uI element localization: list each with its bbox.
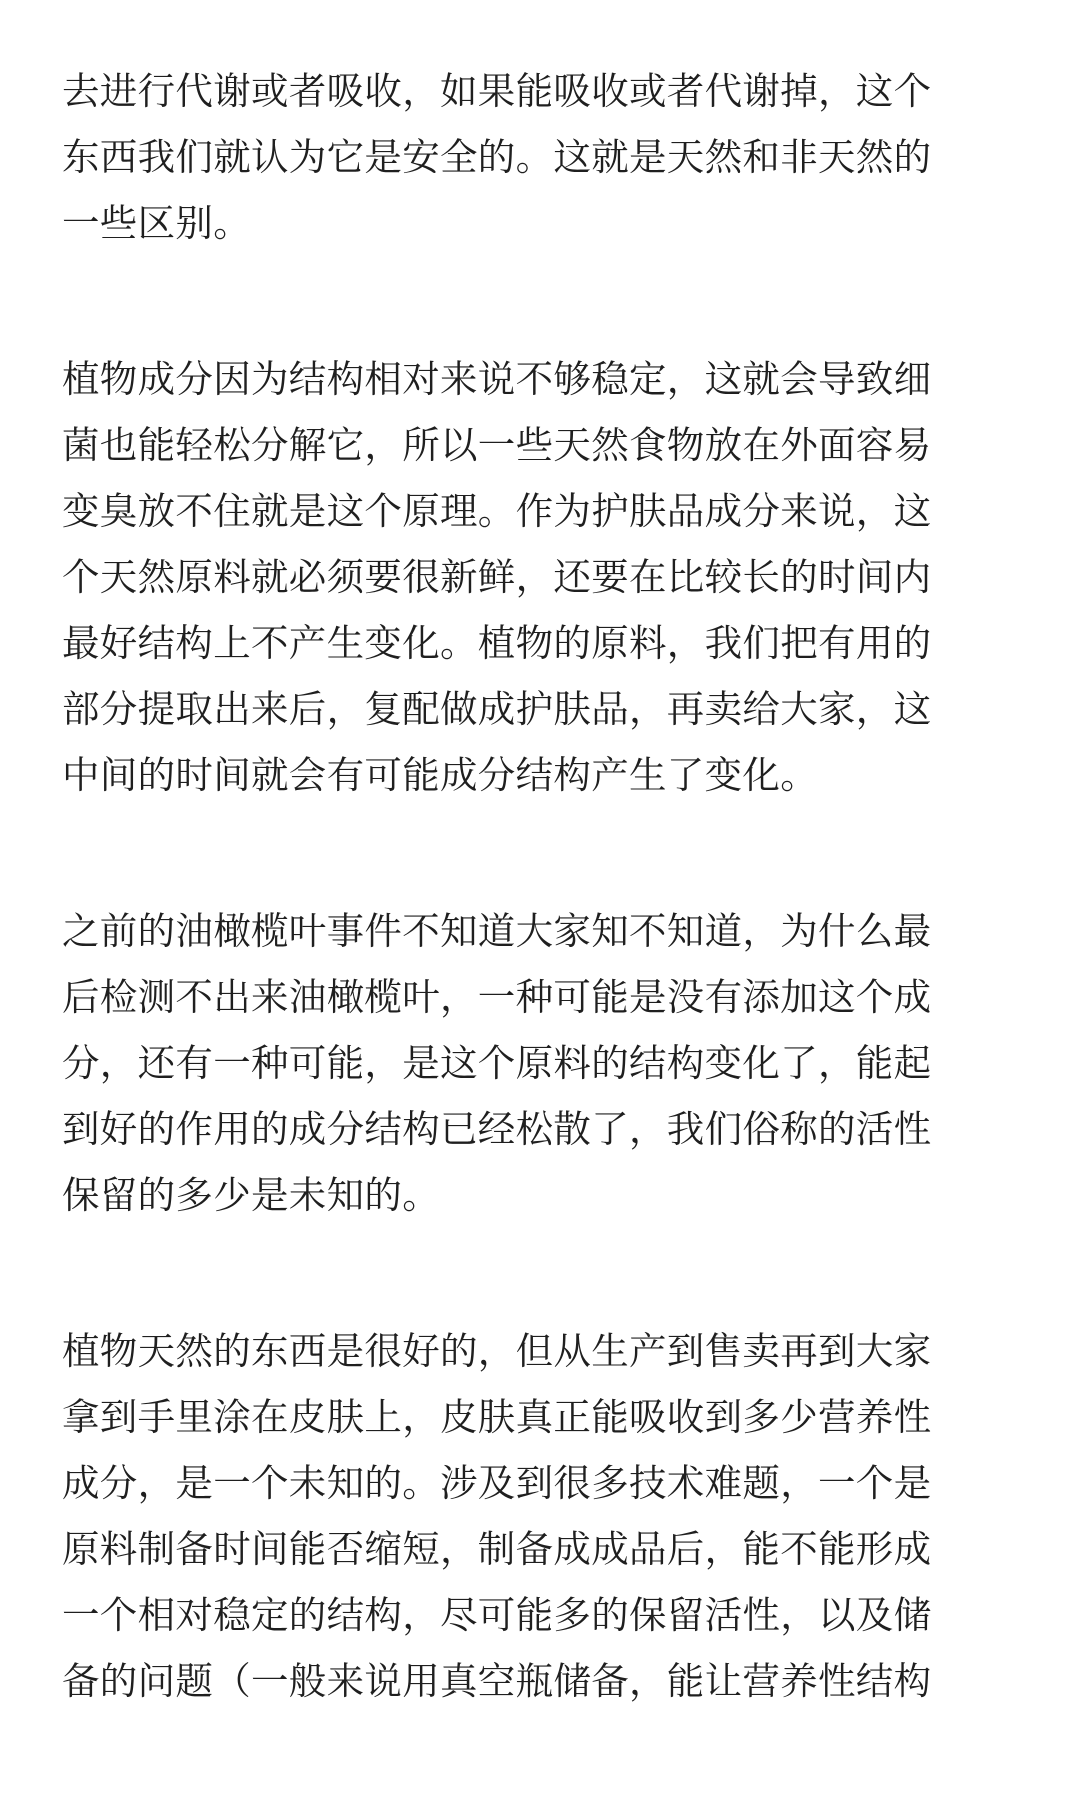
text-line: 分，还有一种可能，是这个原料的结构变化了，能起: [62, 1041, 932, 1085]
text-line: 个天然原料就必须要很新鲜，还要在比较长的时间内: [62, 555, 932, 599]
text-line: 到好的作用的成分结构已经松散了，我们俗称的活性: [62, 1107, 932, 1151]
text-line: 成分，是一个未知的。涉及到很多技术难题，一个是: [62, 1461, 932, 1505]
paragraph-3: [62, 898, 1018, 1228]
text-line: 菌也能轻松分解它，所以一些天然食物放在外面容易: [62, 423, 932, 467]
text-line: 去进行代谢或者吸收，如果能吸收或者代谢掉，这个: [62, 69, 932, 113]
paragraph-spacer: [62, 256, 1018, 346]
text-line: 拿到手里涂在皮肤上，皮肤真正能吸收到多少营养性: [62, 1395, 932, 1439]
text-line: 植物成分因为结构相对来说不够稳定，这就会导致细: [62, 357, 932, 401]
article-body: [62, 58, 1018, 1714]
text-line: 变臭放不住就是这个原理。作为护肤品成分来说，这: [62, 489, 932, 533]
text-line: 备的问题（一般来说用真空瓶储备，能让营养性结构: [62, 1659, 932, 1703]
text-line: 一些区别。: [62, 201, 251, 245]
paragraph-2: [62, 346, 1018, 808]
text-line: 部分提取出来后，复配做成护肤品，再卖给大家，这: [62, 687, 932, 731]
text-line: 一个相对稳定的结构，尽可能多的保留活性，以及储: [62, 1593, 932, 1637]
text-line: 原料制备时间能否缩短，制备成成品后，能不能形成: [62, 1527, 932, 1571]
text-line: 最好结构上不产生变化。植物的原料，我们把有用的: [62, 621, 932, 665]
text-line: 保留的多少是未知的。: [62, 1173, 440, 1217]
paragraph-spacer: [62, 808, 1018, 898]
text-line: 植物天然的东西是很好的，但从生产到售卖再到大家: [62, 1329, 932, 1373]
paragraph-spacer: [62, 1228, 1018, 1318]
text-line: 之前的油橄榄叶事件不知道大家知不知道，为什么最: [62, 909, 932, 953]
paragraph-1: [62, 58, 1018, 256]
text-line: 后检测不出来油橄榄叶，一种可能是没有添加这个成: [62, 975, 932, 1019]
text-line: 东西我们就认为它是安全的。这就是天然和非天然的: [62, 135, 932, 179]
text-line: 中间的时间就会有可能成分结构产生了变化。: [62, 753, 818, 797]
paragraph-4: [62, 1318, 1018, 1714]
